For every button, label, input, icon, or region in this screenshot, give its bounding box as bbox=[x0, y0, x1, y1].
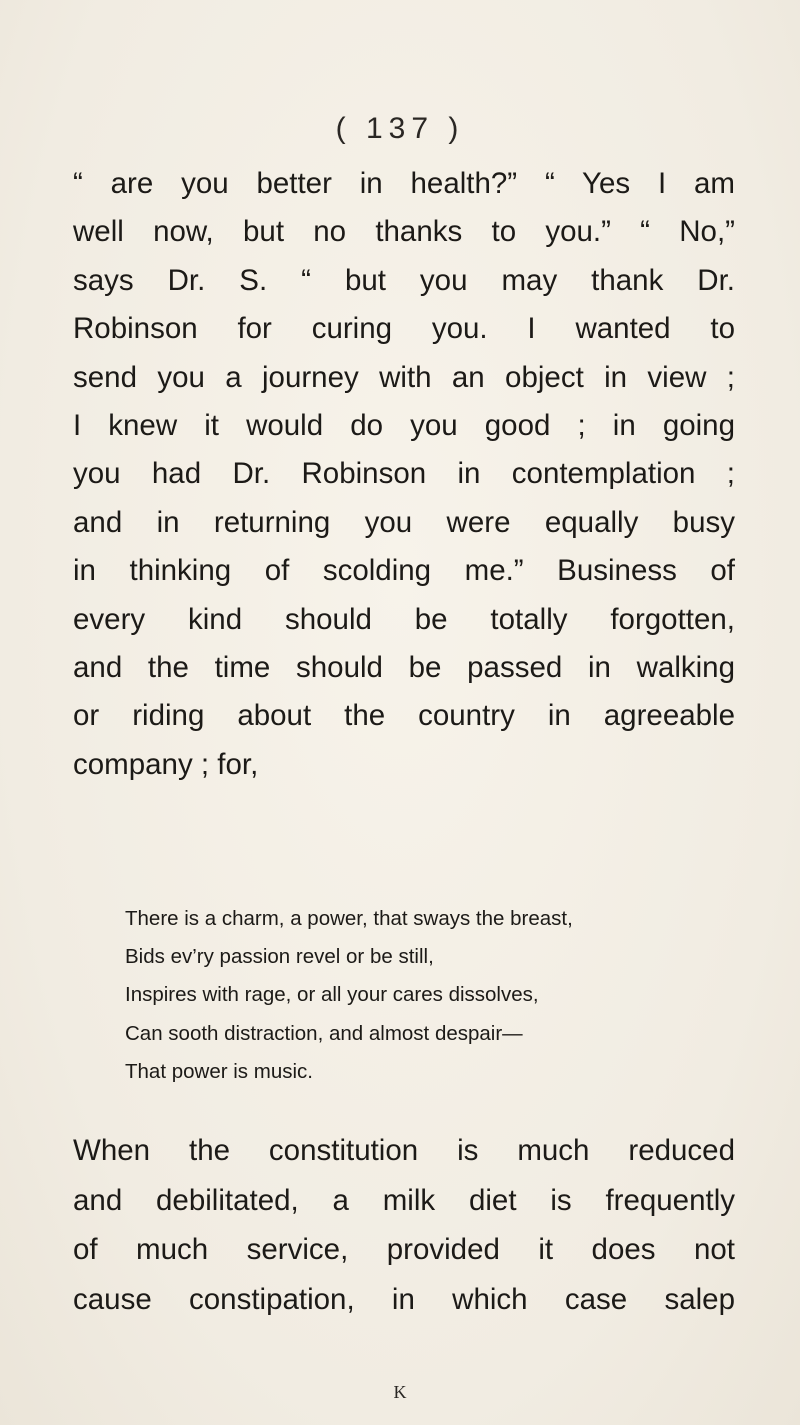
verse-line: Bids ev’ry passion revel or be still, bbox=[125, 945, 434, 969]
printer-signature-mark: K bbox=[393, 1382, 407, 1402]
text-line: or riding about the country in agreeable bbox=[73, 699, 735, 733]
paragraph-dialogue bbox=[73, 160, 735, 789]
text-line: I knew it would do you good ; in going bbox=[73, 409, 735, 443]
page-number: ( 137 ) bbox=[335, 112, 465, 145]
text-line: “ are you better in health?” “ Yes I am bbox=[73, 167, 735, 200]
text-line: Robinson for curing you. I wanted to bbox=[73, 312, 735, 346]
text-line: well now, but no thanks to you.” “ No,” bbox=[73, 215, 735, 249]
text-line: says Dr. S. “ but you may thank Dr. bbox=[73, 263, 735, 297]
text-line: and the time should be passed in walking bbox=[73, 651, 735, 685]
text-line: every kind should be totally forgotten, bbox=[73, 602, 735, 636]
verse-line: That power is music. bbox=[125, 1059, 313, 1083]
verse-quotation bbox=[125, 900, 725, 1091]
text-line: and in returning you were equally busy bbox=[73, 505, 735, 539]
text-line: in thinking of scolding me.” Business of bbox=[73, 554, 735, 588]
verse-line: Inspires with rage, or all your cares dissolves, bbox=[125, 983, 539, 1007]
verse-line: There is a charm, a power, that sways the breast, bbox=[125, 907, 573, 930]
text-line: you had Dr. Robinson in contemplation ; bbox=[73, 457, 735, 491]
text-line: of much service, provided it does not bbox=[73, 1233, 735, 1266]
text-line: send you a journey with an object in view ; bbox=[73, 360, 735, 394]
text-line: When the constitution is much reduced bbox=[73, 1134, 735, 1167]
verse-line: Can sooth distraction, and almost despair— bbox=[125, 1021, 523, 1045]
text-line: company ; for, bbox=[73, 747, 259, 781]
text-line: cause constipation, in which case salep bbox=[73, 1282, 735, 1316]
paragraph-milk-diet bbox=[73, 1126, 735, 1324]
text-line: and debilitated, a milk diet is frequently bbox=[73, 1183, 735, 1217]
